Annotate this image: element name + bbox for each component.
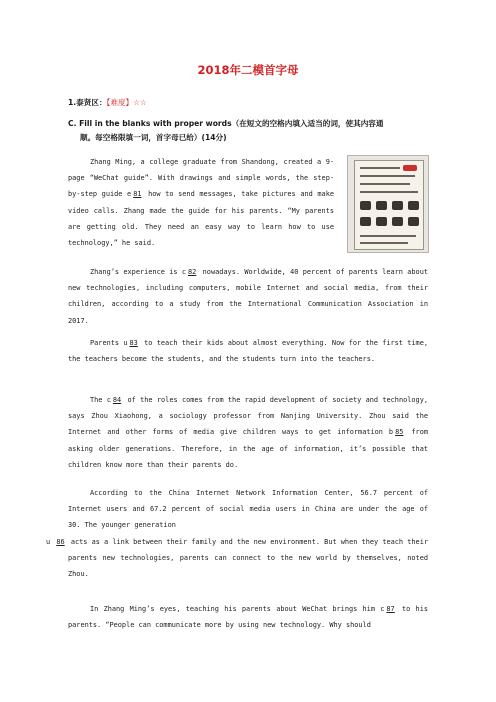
paragraph-4-text-b: of the roles comes from the rapid development of society and technology, says Zhou Xiaohong, a sociology professor from Nanjing University. Zhou said the Internet and other forms of media give children ways to get information b	[68, 396, 428, 437]
paragraph-6-text-a: In Zhang Ming’s eyes, teaching his parents about WeChat brings him c	[90, 605, 385, 613]
paragraph-2-text-a: Zhang’s experience is c	[90, 268, 186, 276]
paragraph-4-text-a: The c	[90, 396, 111, 404]
section-heading-line2: 顺。每空格限填一词，首字母已给）(14分)	[80, 133, 227, 142]
difficulty-stars: ☆☆	[133, 98, 147, 107]
wechat-guide-photo	[347, 155, 429, 253]
section-heading	[68, 117, 428, 145]
paragraph-5-text-a: According to the China Internet Network Information Center, 56.7 percent of Internet users and 67.2 percent of social media users in China are under the age of 30. The younger generation	[68, 489, 428, 530]
blank-87[interactable]: 87	[386, 605, 395, 613]
blank-83[interactable]: 83	[129, 339, 138, 347]
source-label: 1.泰贤区：	[68, 98, 107, 107]
section-heading-line1: C. Fill in the blanks with proper words（在短文的空格内填入适当的词，使其内容通	[68, 119, 384, 128]
paragraph-1	[68, 154, 334, 251]
blank-84[interactable]: 84	[112, 396, 122, 404]
blank-81[interactable]: 81	[133, 190, 142, 199]
paragraph-3-text-b: to teach their kids about almost everything. Now for the first time, the teachers become the students, and the students turn into the teachers.	[68, 339, 428, 364]
paragraph-1-text-a: Zhang Ming, a college graduate from Shandong, created a 9-page “WeChat guide”. With drawings and simple words, the step-by-step guide e	[68, 158, 334, 199]
blank-85[interactable]: 85	[395, 428, 404, 437]
paragraph-6	[68, 601, 428, 633]
difficulty-line	[68, 97, 147, 108]
blank-86[interactable]: 86	[56, 537, 65, 546]
blank-82[interactable]: 82	[188, 268, 197, 276]
paragraph-5-text-b: u	[46, 537, 55, 546]
paragraph-2-text-b: nowadays. Worldwide, 40 percent of parents learn about new technologies, including computers, mobile Internet and social media, from their children, according to a study from the International Communication Association in 2017.	[68, 268, 429, 325]
paragraph-5	[46, 485, 428, 582]
paragraph-3	[68, 335, 428, 367]
paragraph-4	[68, 392, 428, 473]
paragraph-4-text-c: from asking older generations. Therefore, in the age of information, it’s possible that children know more than their parents do.	[68, 428, 429, 469]
paragraph-5-text-c: acts as a link between their family and the new environment. But when they teach their parents new technologies, parents can connect to the new world by themselves, noted Zhou.	[66, 537, 428, 579]
paragraph-6-text-b: to his parents. “People can communicate more by using new technology. Why should	[68, 605, 428, 630]
difficulty-tag: 【难度】	[106, 98, 134, 107]
paragraph-2	[68, 264, 428, 329]
page-title: 2018年二模首字母	[197, 63, 299, 77]
guide-card	[354, 160, 424, 250]
paragraph-1-text-b: how to send messages, take pictures and make video calls. Zhang made the guide for his parents. “My parents are getting old. They need an easy way to learn how to use technology,” he said.	[68, 190, 334, 248]
paragraph-3-text-a: Parents u	[90, 339, 128, 347]
